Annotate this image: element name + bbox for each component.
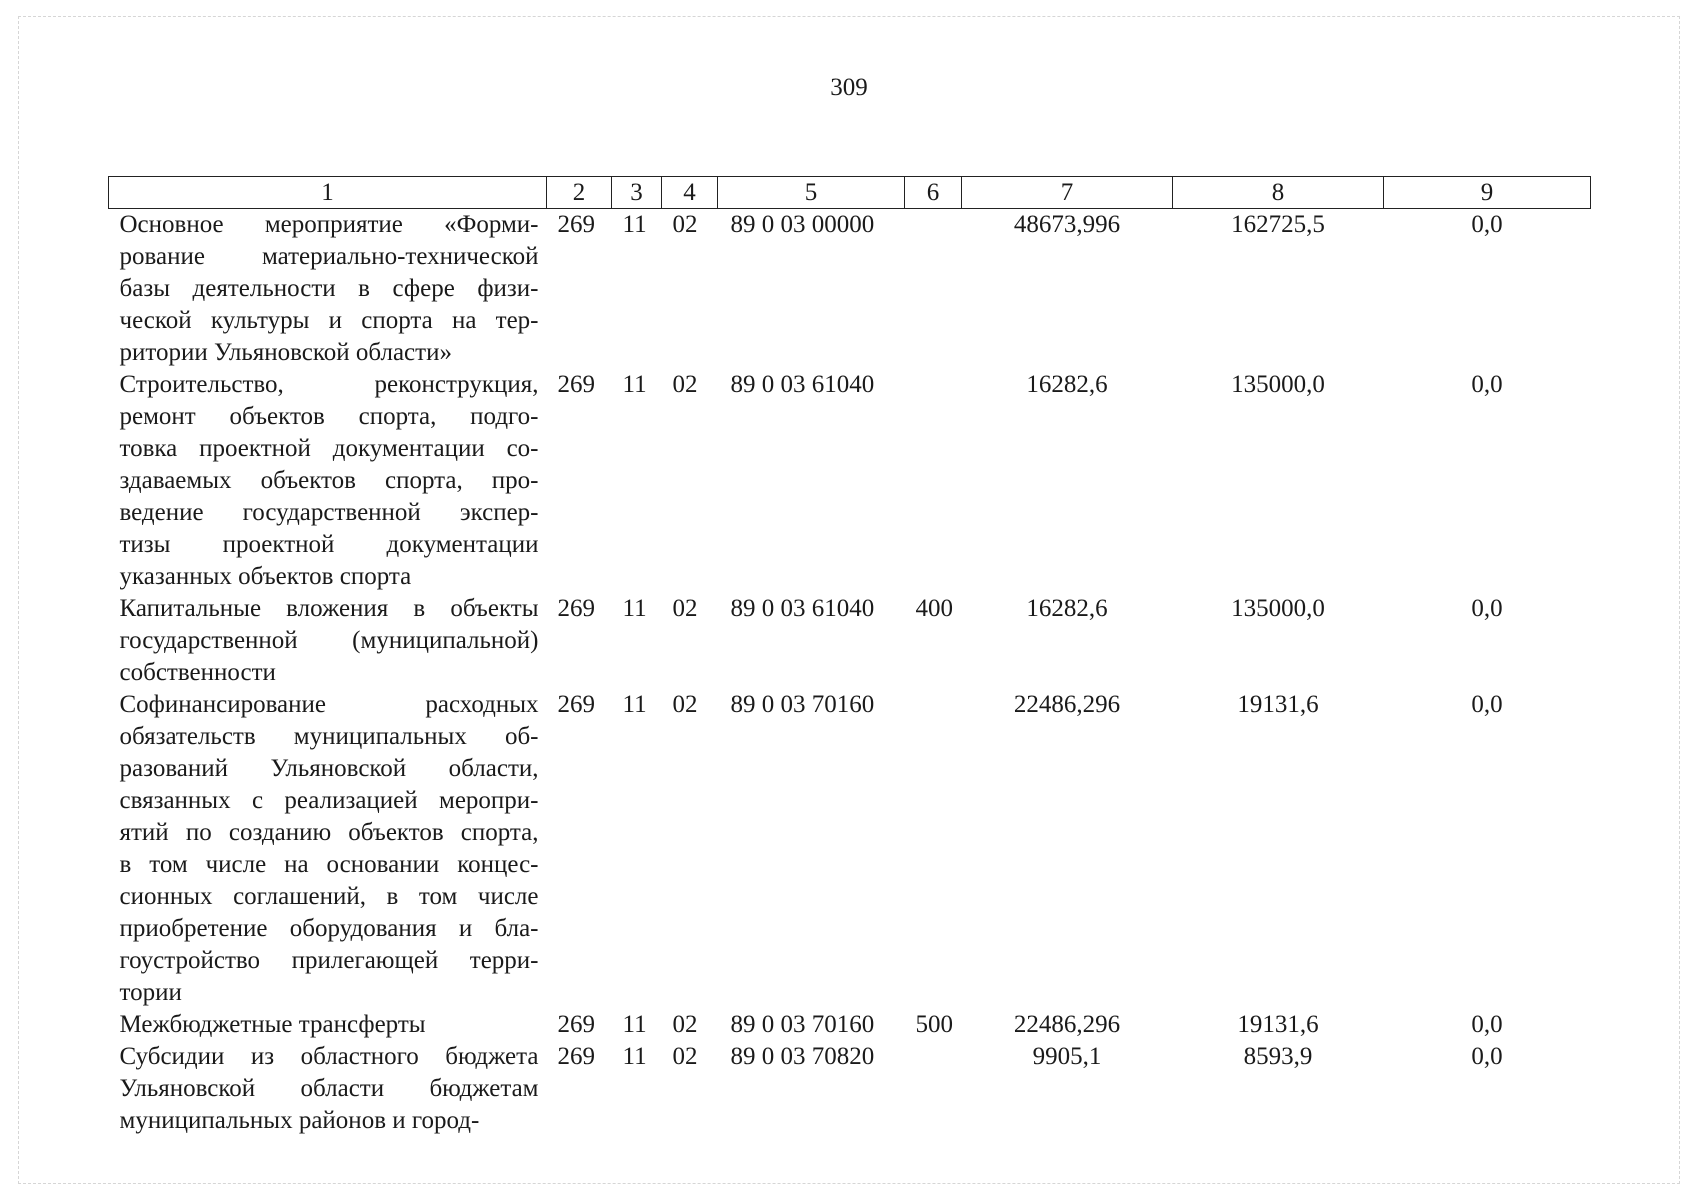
- cell-c8: 19131,6: [1237, 1011, 1319, 1038]
- description-line: собственности: [119, 659, 276, 686]
- col-header: 5: [718, 177, 905, 209]
- cell-c2: 269: [557, 371, 595, 398]
- header-row: [109, 177, 1591, 209]
- table-row: [109, 689, 1591, 1009]
- col-header: 3: [612, 177, 662, 209]
- description-line: разований Ульяновской области,: [119, 755, 539, 782]
- cell-c9: 0,0: [1471, 211, 1503, 238]
- cell-c4: 02: [672, 595, 698, 622]
- cell-c6: [905, 689, 962, 1009]
- cell-c5: 89 0 03 70160: [730, 691, 875, 718]
- table-row: [109, 1041, 1591, 1137]
- row-description: [109, 209, 547, 370]
- cell-c9: 0,0: [1471, 1011, 1503, 1038]
- description-line: Софинансирование расходных: [119, 691, 539, 718]
- description-line: Межбюджетные трансферты: [119, 1011, 426, 1038]
- description-line: государственной (муниципальной): [119, 627, 539, 654]
- description-line: связанных с реализацией меропри-: [119, 787, 539, 814]
- col-header: 4: [662, 177, 718, 209]
- cell-c5: 89 0 03 61040: [730, 595, 875, 622]
- cell-c8: 19131,6: [1237, 691, 1319, 718]
- cell-c6: 500: [915, 1011, 953, 1038]
- description-line: ческой культуры и спорта на тер-: [119, 307, 539, 334]
- description-line: Строительство, реконструкция,: [119, 371, 539, 398]
- cell-c4: 02: [672, 1043, 698, 1070]
- cell-c2: 269: [557, 1043, 595, 1070]
- cell-c6: [905, 209, 962, 370]
- description-line: рование материально-технической: [119, 243, 539, 270]
- col-header: 1: [109, 177, 547, 209]
- cell-c5: 89 0 03 70160: [730, 1011, 875, 1038]
- description-line: базы деятельности в сфере физи-: [119, 275, 539, 302]
- cell-c3: 11: [622, 691, 647, 718]
- cell-c5: 89 0 03 70820: [730, 1043, 875, 1070]
- cell-c5: 89 0 03 00000: [730, 211, 875, 238]
- col-header: 2: [547, 177, 612, 209]
- description-line: обязательств муниципальных об-: [119, 723, 539, 750]
- row-description: [109, 689, 547, 1009]
- cell-c3: 11: [622, 1011, 647, 1038]
- cell-c4: 02: [672, 691, 698, 718]
- cell-c7: 16282,6: [1026, 595, 1108, 622]
- cell-c9: 0,0: [1471, 691, 1503, 718]
- cell-c7: 9905,1: [1032, 1043, 1102, 1070]
- cell-c9: 0,0: [1471, 371, 1503, 398]
- budget-table: [108, 176, 1591, 1137]
- row-description: [109, 369, 547, 593]
- cell-c7: 22486,296: [1013, 691, 1121, 718]
- cell-c8: 162725,5: [1231, 211, 1325, 238]
- cell-c9: 0,0: [1471, 595, 1503, 622]
- description-line: здаваемых объектов спорта, про-: [119, 467, 539, 494]
- cell-c8: 135000,0: [1231, 371, 1325, 398]
- description-line: Субсидии из областного бюджета: [119, 1043, 539, 1070]
- table-row: [109, 1009, 1591, 1041]
- description-line: товка проектной документации со-: [119, 435, 539, 462]
- description-line: ремонт объектов спорта, подго-: [119, 403, 539, 430]
- cell-c9: 0,0: [1471, 1043, 1503, 1070]
- cell-c6: [905, 369, 962, 593]
- col-header: 9: [1384, 177, 1591, 209]
- cell-c8: 8593,9: [1243, 1043, 1313, 1070]
- col-header: 7: [962, 177, 1173, 209]
- description-line: тизы проектной документации: [119, 531, 539, 558]
- cell-c3: 11: [622, 595, 647, 622]
- table-body: [109, 209, 1591, 1138]
- description-line: Основное мероприятие «Форми-: [119, 211, 539, 238]
- cell-c2: 269: [557, 1011, 595, 1038]
- description-line: гоустройство прилегающей терри-: [119, 947, 539, 974]
- cell-c4: 02: [672, 1011, 698, 1038]
- cell-c6: [905, 1041, 962, 1137]
- cell-c7: 22486,296: [1013, 1011, 1121, 1038]
- cell-c6: 400: [915, 595, 953, 622]
- description-line: ритории Ульяновской области»: [119, 339, 452, 366]
- cell-c8: 135000,0: [1231, 595, 1325, 622]
- table-row: [109, 209, 1591, 370]
- description-line: ведение государственной экспер-: [119, 499, 539, 526]
- description-line: тории: [119, 979, 182, 1006]
- cell-c3: 11: [622, 371, 647, 398]
- description-line: муниципальных районов и город-: [119, 1107, 480, 1134]
- cell-c4: 02: [672, 211, 698, 238]
- description-line: Ульяновской области бюджетам: [119, 1075, 539, 1102]
- cell-c3: 11: [622, 1043, 647, 1070]
- description-line: в том числе на основании концес-: [119, 851, 539, 878]
- description-line: ятий по созданию объектов спорта,: [119, 819, 539, 846]
- cell-c2: 269: [557, 211, 595, 238]
- description-line: сионных соглашений, в том числе: [119, 883, 539, 910]
- col-header: 8: [1173, 177, 1384, 209]
- description-line: Капитальные вложения в объекты: [119, 595, 539, 622]
- cell-c4: 02: [672, 371, 698, 398]
- table-row: [109, 593, 1591, 689]
- row-description: [109, 1041, 547, 1137]
- table-row: [109, 369, 1591, 593]
- cell-c3: 11: [622, 211, 647, 238]
- col-header: 6: [905, 177, 962, 209]
- page-number: 309: [830, 74, 868, 101]
- description-line: приобретение оборудования и бла-: [119, 915, 539, 942]
- cell-c7: 16282,6: [1026, 371, 1108, 398]
- cell-c2: 269: [557, 595, 595, 622]
- description-line: указанных объектов спорта: [119, 563, 412, 590]
- row-description: [109, 1009, 547, 1041]
- cell-c2: 269: [557, 691, 595, 718]
- cell-c7: 48673,996: [1013, 211, 1121, 238]
- row-description: [109, 593, 547, 689]
- cell-c5: 89 0 03 61040: [730, 371, 875, 398]
